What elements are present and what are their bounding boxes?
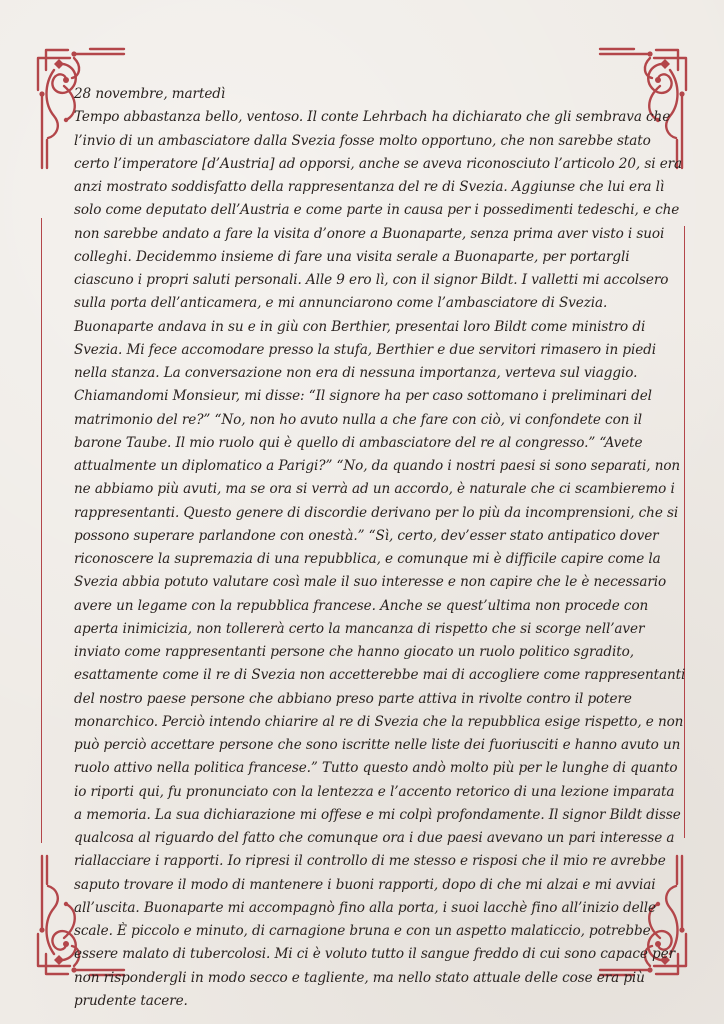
- left-border-rule: [41, 218, 42, 843]
- diary-entry: [74, 83, 686, 1013]
- entry-body: Tempo abbastanza bello, ventoso. Il conte Lehrbach ha dichiarato che gli sembrava che l’invio di un ambasciatore dalla Svezia fosse molto opportuno, che non sarebbe stato certo l’imperatore [d’Austria] ad opporsi, anche se aveva riconosciuto l’articolo 20, si era anzi mostrato soddisfatto della rappresentanza del re di Svezia. Aggiunse che lui era lì solo come deputato dell’Austria e come parte in causa per i possedimenti tedeschi, e che non sarebbe andato a fare la visita d’onore a Buonaparte, senza prima aver visto i suoi colleghi. Decidemmo insieme di fare una visita serale a Buonaparte, per portargli ciascuno i propri saluti personali. Alle 9 ero lì, con il signor Bildt. I valletti mi accolsero sulla porta dell’anticamera, e mi annunciarono come l’ambasciatore di Svezia. Buonaparte andava in su e in giù con Berthier, presentai loro Bildt come ministro di Svezia. Mi fece accomodare presso la stufa, Berthier e due servitori rimasero in piedi nella stanza. La conversazione non era di nessuna importanza, verteva sul viaggio. Chiamandomi Monsieur, mi disse: “Il signore ha per caso sottomano i preliminari del matrimonio del re?” “No, non ho avuto nulla a che fare con ciò, vi confondete con il barone Taube. Il mio ruolo qui è quello di ambasciatore del re al congresso.” “Avete attualmente un diplomatico a Parigi?” “No, da quando i nostri paesi si sono separati, non ne abbiamo più avuti, ma se ora si verrà ad un accordo, è naturale che ci scambieremo i rappresentanti. Questo genere di discordie derivano per lo più da incomprensioni, che si possono superare parlandone con onestà.” “Sì, certo, dev’esser stato antipatico dover riconoscere la supremazia di una repubblica, e comunque mi è difficile capire come la Svezia abbia potuto valutare così male il suo interesse e non capire che le è necessario avere un legame con la repubblica francese. Anche se quest’ultima non procede con aperta inimicizia, non tollererà certo la mancanza di rispetto che si scorge nell’aver inviato come rappresentanti persone che hanno giocato un ruolo politico sgradito, esattamente come il re di Svezia non accetterebbe mai di accogliere come rappresentanti del nostro paese persone che abbiano preso parte attiva in rivolte contro il potere monarchico. Perciò intendo chiarire al re di Svezia che la repubblica esige rispetto, e non può perciò accettare persone che sono iscritte nelle liste dei fuoriusciti e hanno avuto un ruolo attivo nella politica francese.” Tutto questo andò molto più per le lunghe di quanto io riporti qui, fu pronunciato con la lentezza e l’accento retorico di una lezione imparata a memoria. La sua dichiarazione mi offese e mi colpì profondamente. Il signor Bildt disse qualcosa al riguardo del fatto che comunque ora i due paesi avevano un pari interesse a riallacciare i rapporti. Io ripresi il controllo di me stesso e risposi che il mio re avrebbe saputo trovare il modo di mantenere i buoni rapporti, dopo di che mi alzai e mi avviai all’uscita. Buonaparte mi accompagnò fino alla porta, i suoi lacchè fino all’inizio delle scale. È piccolo e minuto, di carnagione bruna e con un aspetto malaticcio, potrebbe essere malato di tubercolosi. Mi ci è voluto tutto il sangue freddo di cui sono capace per non rispondergli in modo secco e tagliente, ma nello stato attuale delle cose era più prudente tacere.: [74, 109, 686, 1009]
- entry-date: 28 novembre, martedì: [74, 86, 226, 102]
